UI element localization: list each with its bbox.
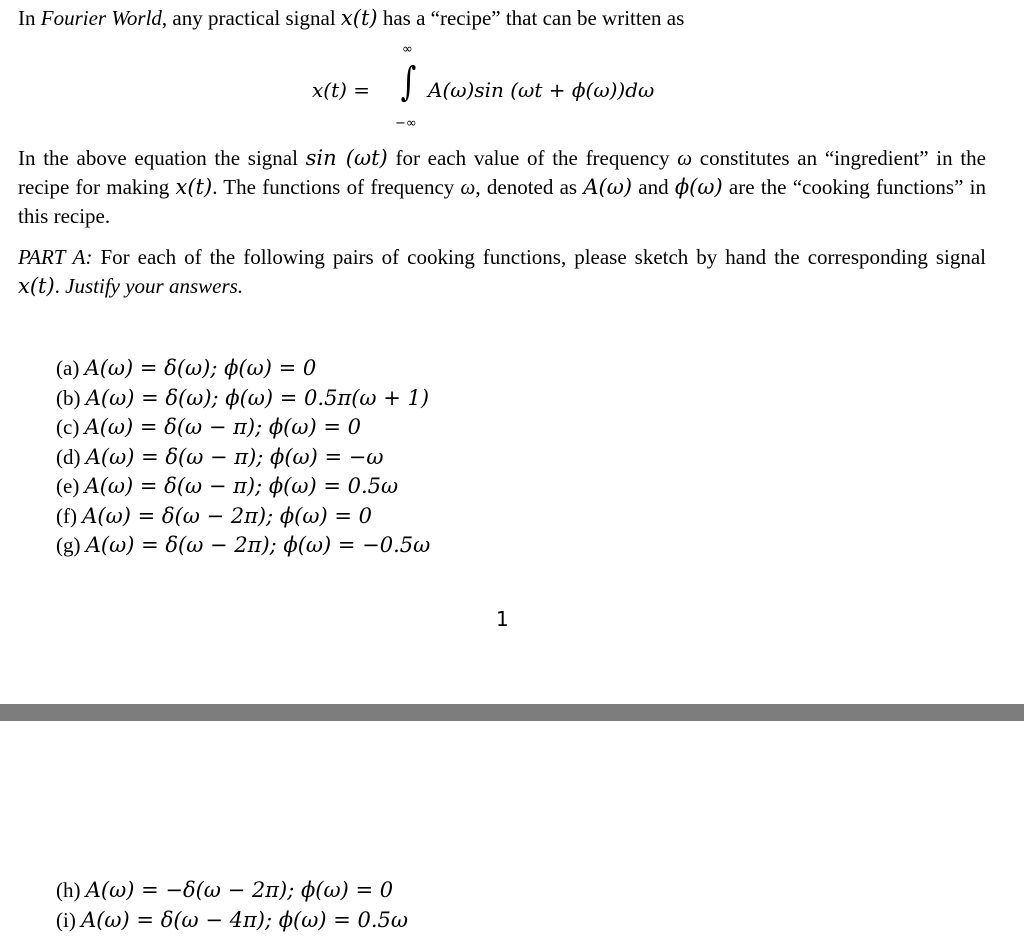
part-a-paragraph [18, 243, 986, 301]
paragraph-text: In the above equation the signal [18, 146, 306, 170]
amplitude-function: A(ω) [583, 175, 633, 199]
intro-paragraph [18, 4, 986, 33]
item-expression: A(ω) = δ(ω − π); ϕ(ω) = 0 [84, 415, 361, 439]
list-item [56, 472, 430, 502]
page-number: 1 [496, 607, 509, 631]
item-expression: A(ω) = δ(ω − π); ϕ(ω) = −ω [85, 444, 384, 469]
paragraph-text: . The functions of frequency [212, 175, 461, 199]
item-expression: A(ω) = δ(ω); ϕ(ω) = 0.5π(ω + 1) [85, 385, 430, 410]
item-label: (a) [56, 356, 80, 380]
item-expression: A(ω) = δ(ω − 2π); ϕ(ω) = 0 [82, 503, 372, 528]
integral-lower-limit: −∞ [395, 116, 417, 131]
item-expression: A(ω) = δ(ω − π); ϕ(ω) = 0.5ω [84, 474, 399, 498]
list-item [56, 906, 408, 936]
list-item [56, 876, 408, 906]
fourier-world-text: Fourier World [40, 6, 162, 30]
list-item [56, 531, 430, 561]
ingredients-paragraph [18, 144, 986, 231]
list-item [56, 502, 430, 532]
page-divider [0, 704, 1024, 721]
item-expression: A(ω) = δ(ω); ϕ(ω) = 0 [84, 356, 317, 380]
item-label: (g) [56, 533, 81, 557]
signal-symbol: x(t) [340, 6, 378, 30]
equation-integrand: A(ω)sin (ωt + ϕ(ω))dω [428, 78, 655, 102]
omega-symbol: ω [460, 175, 476, 199]
item-expression: A(ω) = δ(ω − 2π); ϕ(ω) = −0.5ω [85, 533, 431, 557]
paragraph-text: constitutes an “ingredient” in the recipe for making [18, 146, 987, 199]
phase-function: ϕ(ω) [674, 175, 723, 199]
paragraph-text: for each value of the frequency [387, 146, 678, 170]
paragraph-text: For each of the following pairs of cooking functions, please sketch by hand the corresponding signal [92, 245, 986, 269]
paragraph-text: are the “cooking functions” in this recipe. [18, 175, 986, 228]
intro-text: In [18, 6, 41, 30]
item-label: (h) [56, 878, 81, 902]
item-label: (f) [56, 503, 77, 528]
signal-symbol: x(t) [18, 274, 55, 298]
equation-lhs: x(t) = [312, 78, 371, 102]
item-expression: A(ω) = δ(ω − 4π); ϕ(ω) = 0.5ω [81, 907, 409, 932]
integral-sign: ∫ [400, 59, 417, 105]
item-expression: A(ω) = −δ(ω − 2π); ϕ(ω) = 0 [85, 878, 394, 902]
item-label: (b) [56, 385, 81, 410]
intro-text: has a “recipe” that can be written as [377, 6, 685, 30]
item-label: (e) [56, 474, 80, 498]
paragraph-text: , denoted as [475, 175, 584, 199]
list-item [56, 384, 430, 414]
list-item [56, 443, 430, 473]
item-label: (d) [56, 444, 81, 469]
part-a-label: PART A: [18, 245, 93, 269]
paragraph-text: and [632, 175, 675, 199]
signal-symbol: x(t) [175, 175, 213, 199]
intro-text: , any practical signal [161, 6, 341, 30]
cooking-functions-list-continued [56, 876, 408, 935]
item-label: (c) [56, 415, 80, 439]
integral-upper-limit: ∞ [402, 42, 413, 57]
cooking-functions-list [56, 354, 430, 561]
sin-term: sin (ωt) [305, 146, 388, 170]
list-item [56, 413, 430, 443]
item-label: (i) [56, 907, 76, 932]
justify-instruction: Justify your answers. [65, 274, 244, 298]
omega-symbol: ω [677, 146, 693, 170]
list-item [56, 354, 430, 384]
paragraph-text: . [54, 274, 66, 298]
